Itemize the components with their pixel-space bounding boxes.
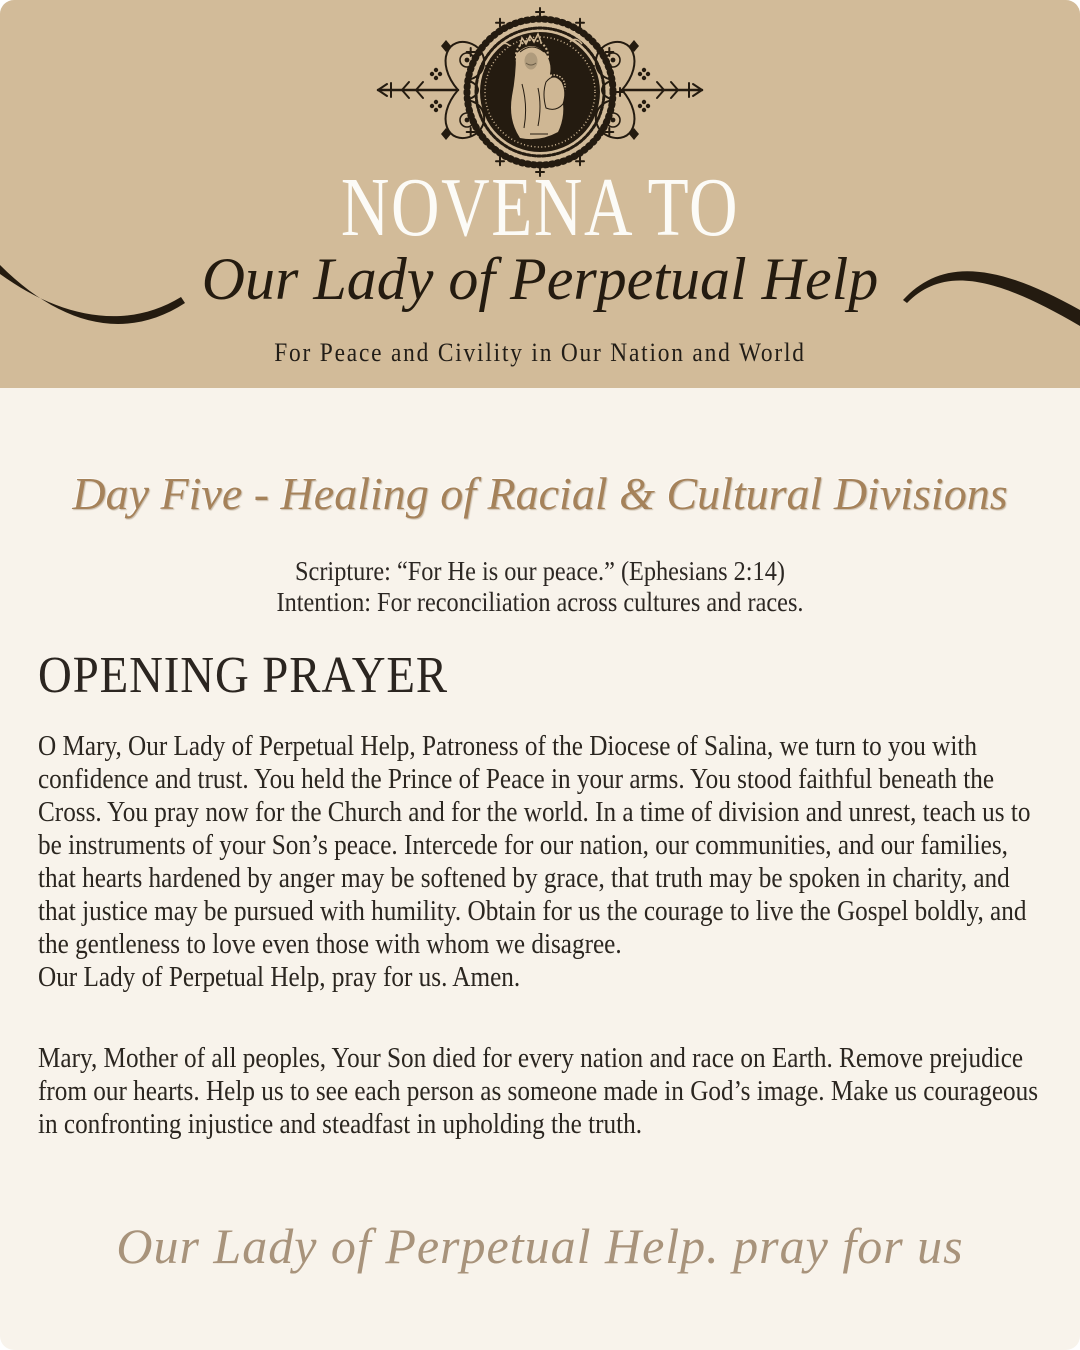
our-lady-medallion-icon	[370, 0, 710, 180]
prayer-paragraph-1: O Mary, Our Lady of Perpetual Help, Patroness of the Diocese of Salina, we turn to you with confidence and trust. You held the Prince of Peace in your arms. You stood faithful beneath the Cross. You pray now for the Church and for the world. In a time of division and unrest, teach us to be instruments of your Son’s peace. Intercede for our nation, our communities, and our families, that hearts hardened by anger may be softened by grace, that truth may be spoken in charity, and that justice may be pursued with humility. Obtain for us the courage to live the Gospel boldly, and the gentleness to love even those with whom we disagree.	[38, 731, 1031, 960]
header-band	[0, 0, 1080, 388]
intention-line: Intention: For reconciliation across cultures and races.	[276, 587, 804, 617]
scripture-block	[54, 556, 1026, 618]
poster-title: NOVENA TO	[340, 161, 740, 254]
day-title: Day Five - Healing of Racial & Cultural Divisions	[72, 468, 1008, 519]
scripture-line: Scripture: “For He is our peace.” (Ephesians 2:14)	[295, 556, 785, 586]
opening-prayer-section	[38, 648, 1042, 1141]
poster-script-title: Our Lady of Perpetual Help	[201, 246, 879, 312]
prayer-paragraph-2: Mary, Mother of all peoples, Your Son died for every nation and race on Earth. Remove prejudice from our hearts. Help us to see each person as someone made in God’s image. Make us courageous in confronting injustice and steadfast in upholding the truth.	[38, 1043, 1039, 1140]
prayer-closing-line: Our Lady of Perpetual Help, pray for us. Amen.	[38, 962, 521, 993]
poster-subtitle: For Peace and Civility in Our Nation and World	[274, 338, 806, 367]
footer-invocation: Our Lady of Perpetual Help. pray for us	[116, 1218, 964, 1274]
opening-prayer-heading: OPENING PRAYER	[38, 647, 449, 704]
